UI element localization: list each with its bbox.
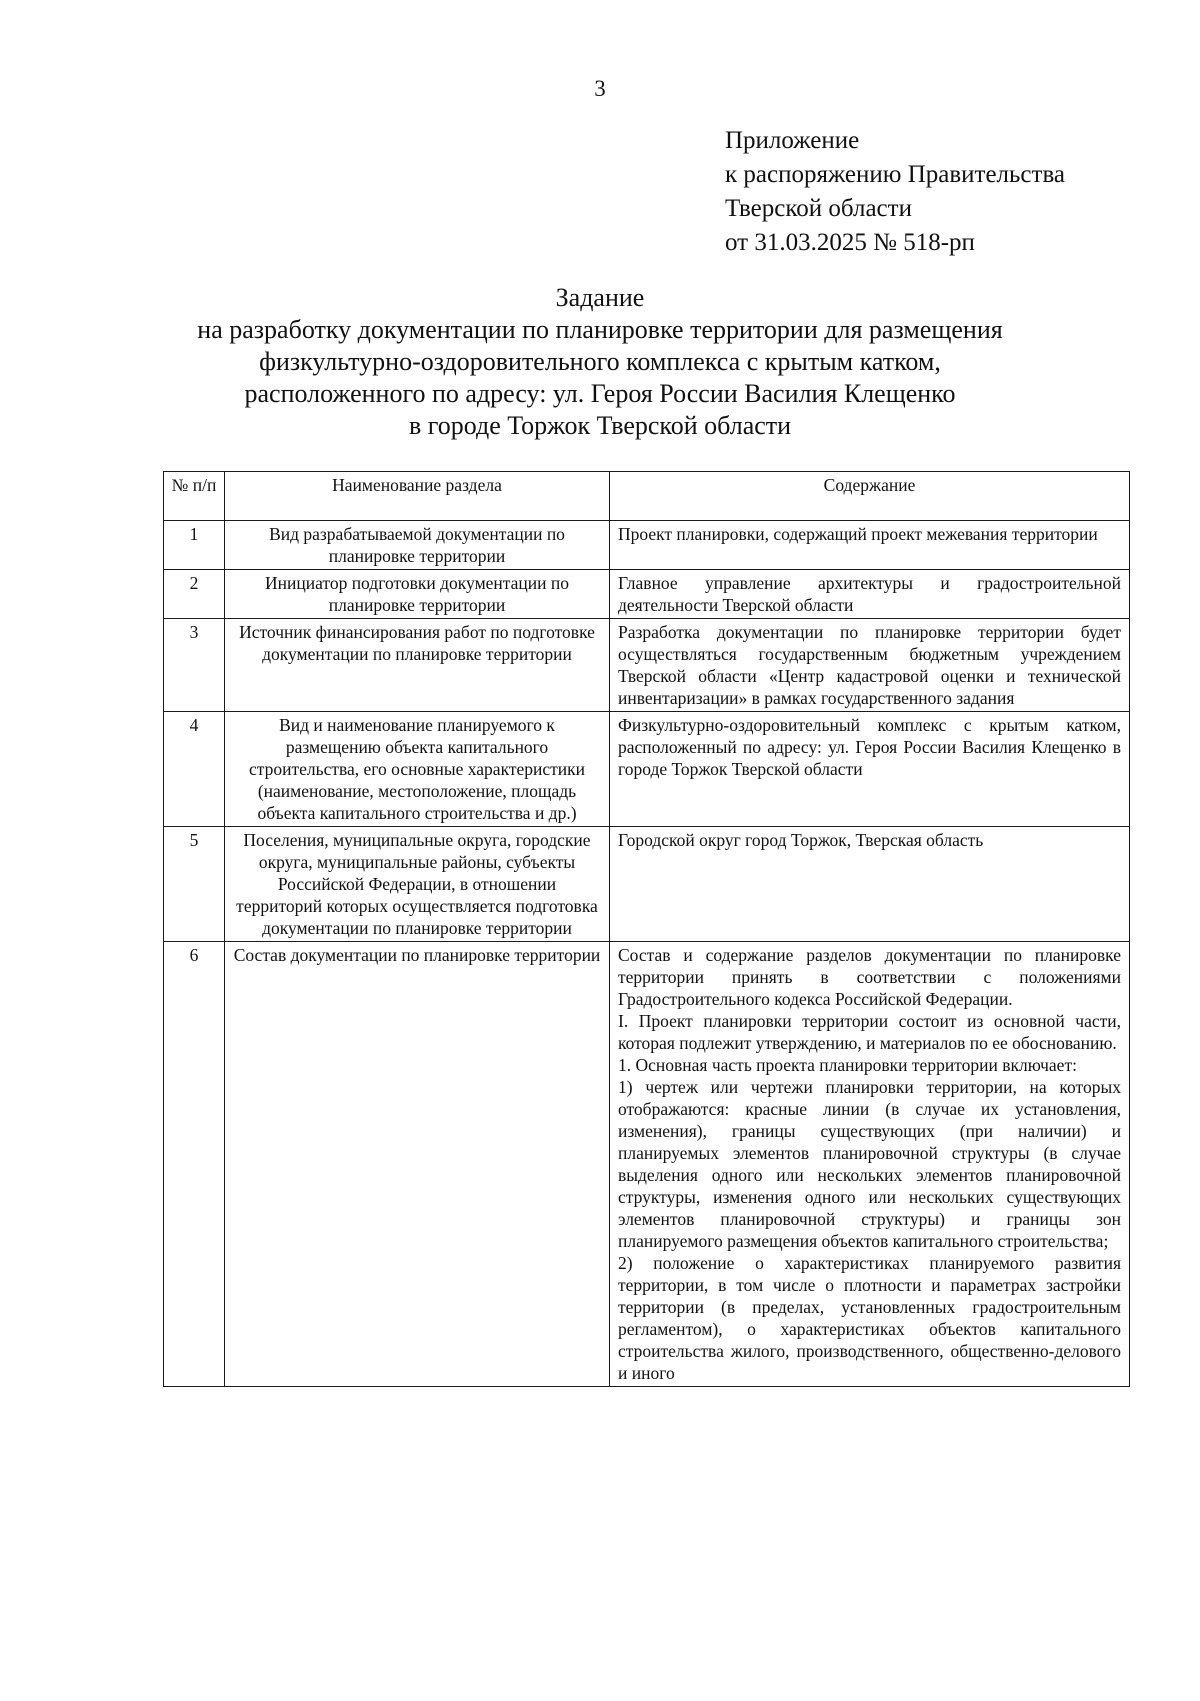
appendix-line-3: Тверской области [725, 195, 912, 222]
row-content: Главное управление архитектуры и градостроительной деятельности Тверской области [610, 570, 1130, 619]
row-number: 3 [164, 619, 225, 712]
appendix-line-1: Приложение [725, 127, 860, 154]
header-number: № п/п [164, 472, 225, 521]
row-number: 1 [164, 521, 225, 570]
table-row [164, 521, 1130, 570]
row-section-name: Поселения, муниципальные округа, городские округа, муниципальные районы, субъекты Российской Федерации, в отношении территорий которых осуществляется подготовка документации по планировке территории [225, 827, 610, 942]
content-paragraph: 2) положение о характеристиках планируемого развития территории, в том числе о плотности и параметрах застройки территории (в пределах, установленных градостроительным регламентом), о характеристиках объектов капитального строительства жилого, производственного, общественно-делового и иного [618, 1253, 1121, 1383]
row-content: Физкультурно-оздоровительный комплекс с крытым катком, расположенный по адресу: ул. Героя России Василия Клещенко в городе Торжок Тверской области [610, 712, 1130, 827]
table-row [164, 619, 1130, 712]
row-section-name: Вид разрабатываемой документации по планировке территории [225, 521, 610, 570]
title-line-4: расположенного по адресу: ул. Героя России Василия Клещенко [244, 379, 956, 408]
table-row [164, 570, 1130, 619]
row-content [610, 942, 1130, 1387]
title-line-5: в городе Торжок Тверской области [408, 411, 792, 440]
title-line-2: на разработку документации по планировке территории для размещения [197, 315, 1003, 344]
header-section-name: Наименование раздела [225, 472, 610, 521]
document-title [130, 282, 1070, 442]
table-row [164, 942, 1130, 1387]
row-section-name: Вид и наименование планируемого к размещению объекта капитального строительства, его основные характеристики (наименование, местоположение, площадь объекта капитального строительства и др.) [225, 712, 610, 827]
task-table [163, 471, 1130, 1387]
table-header-row [164, 472, 1130, 521]
row-content: Проект планировки, содержащий проект межевания территории [610, 521, 1130, 570]
row-section-name: Инициатор подготовки документации по планировке территории [225, 570, 610, 619]
title-line-3: физкультурно-оздоровительного комплекса с крытым катком, [259, 347, 941, 376]
content-paragraph: I. Проект планировки территории состоит из основной части, которая подлежит утверждению, и материалов по ее обоснованию. [618, 1011, 1121, 1053]
table-row [164, 712, 1130, 827]
task-table-wrapper [163, 471, 1130, 1387]
row-number: 4 [164, 712, 225, 827]
row-section-name: Состав документации по планировке территории [225, 942, 610, 1387]
row-section-name: Источник финансирования работ по подготовке документации по планировке территории [225, 619, 610, 712]
content-paragraph: Состав и содержание разделов документации по планировке территории принять в соответствии с положениями Градостроительного кодекса Российской Федерации. [618, 945, 1121, 1009]
content-paragraph: 1) чертеж или чертежи планировки территории, на которых отображаются: красные линии (в случае их установления, изменения), границы существующих (при наличии) и планируемых элементов планировочной структуры (в случае выделения одного или нескольких элементов планировочной структуры, изменения одного или нескольких существующих элементов планировочной структуры) и границы зон планируемого размещения объектов капитального строительства; [618, 1077, 1121, 1251]
page-number: 3 [594, 76, 606, 101]
row-number: 2 [164, 570, 225, 619]
row-number: 5 [164, 827, 225, 942]
row-content: Разработка документации по планировке территории будет осуществляться государственным бюджетным учреждением Тверской области «Центр кадастровой оценки и технической инвентаризации» в рамках государственного задания [610, 619, 1130, 712]
header-content: Содержание [610, 472, 1130, 521]
appendix-block [725, 124, 1065, 260]
title-line-1: Задание [555, 283, 645, 312]
row-content: Городской округ город Торжок, Тверская область [610, 827, 1130, 942]
table-row [164, 827, 1130, 942]
appendix-line-4: от 31.03.2025 № 518-рп [725, 229, 975, 256]
appendix-line-2: к распоряжению Правительства [725, 161, 1066, 188]
content-paragraph: 1. Основная часть проекта планировки территории включает: [618, 1055, 1077, 1075]
row-number: 6 [164, 942, 225, 1387]
